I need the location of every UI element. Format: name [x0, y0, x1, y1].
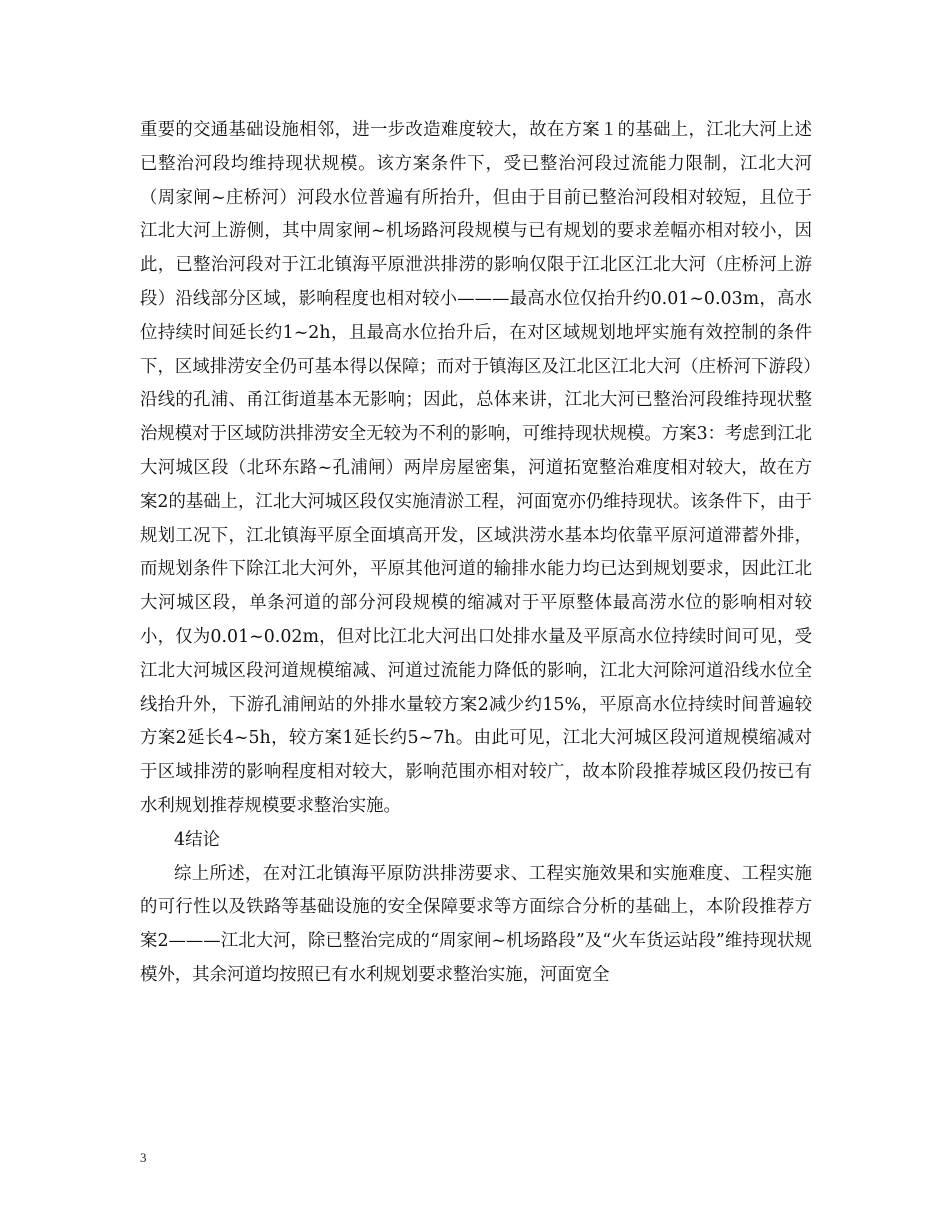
paragraph-continuation: 重要的交通基础设施相邻，进一步改造难度较大，故在方案１的基础上，江北大河上述已整治河段均维持现状规模。该方案条件下，受已整治河段过流能力限制，江北大河（周家闸~庄桥河）河段水位普遍有所抬升，但由于目前已整治河段相对较短，且位于江北大河上游侧，其中周家闸~机场路河段规模与已有规划的要求差幅亦相对较小，因此，已整治河段对于江北镇海平原泄洪排涝的影响仅限于江北区江北大河（庄桥河上游段）沿线部分区域，影响程度也相对较小———最高水位仅抬升约0.01~0.03m，高水位持续时间延长约1~2h，且最高水位抬升后，在对区域规划地坪实施有效控制的条件下，区域排涝安全仍可基本得以保障；而对于镇海区及江北区江北大河（庄桥河下游段）沿线的孔浦、甬江街道基本无影响；因此，总体来讲，江北大河已整治河段维持现状整治规模对于区域防洪排涝安全无较为不利的影响，可维持现状规模。方案3：考虑到江北大河城区段（北环东路~孔浦闸）两岸房屋密集，河道拓宽整治难度相对较大，故在方案2的基础上，江北大河城区段仅实施清淤工程，河面宽亦仍维持现状。该条件下，由于规划工况下，江北镇海平原全面填高开发，区域洪涝水基本均依靠平原河道滞蓄外排，而规划条件下除江北大河外，平原其他河道的输排水能力均已达到规划要求，因此江北大河城区段，单条河道的部分河段规模的缩减对于平原整体最高涝水位的影响相对较小，仅为0.01~0.02m，但对比江北大河出口处排水量及平原高水位持续时间可见，受江北大河城区段河道规模缩减、河道过流能力降低的影响，江北大河除河道沿线水位全线抬升外，下游孔浦闸站的外排水量较方案2减少约15%，平原高水位持续时间普遍较方案2延长4~5h，较方案1延长约5~7h。由此可见，江北大河城区段河道规模缩减对于区域排涝的影响程度相对较大，影响范围亦相对较广，故本阶段推荐城区段仍按已有水利规划推荐规模要求整治实施。 [140, 120, 812, 816]
section-heading: 4结论 [174, 829, 220, 850]
conclusion-paragraph: 综上所述，在对江北镇海平原防洪排涝要求、工程实施效果和实施难度、工程实施的可行性以及铁路等基础设施的安全保障要求等方面综合分析的基础上，本阶段推荐方案2———江北大河，除已整治完成的“周家闸~机场路段”及“火车货运站段”维持现状规模外，其余河道均按照已有水利规划要求整治实施，河面宽全 [140, 863, 812, 985]
document-body [140, 114, 812, 993]
page-number: 3 [140, 1150, 147, 1165]
